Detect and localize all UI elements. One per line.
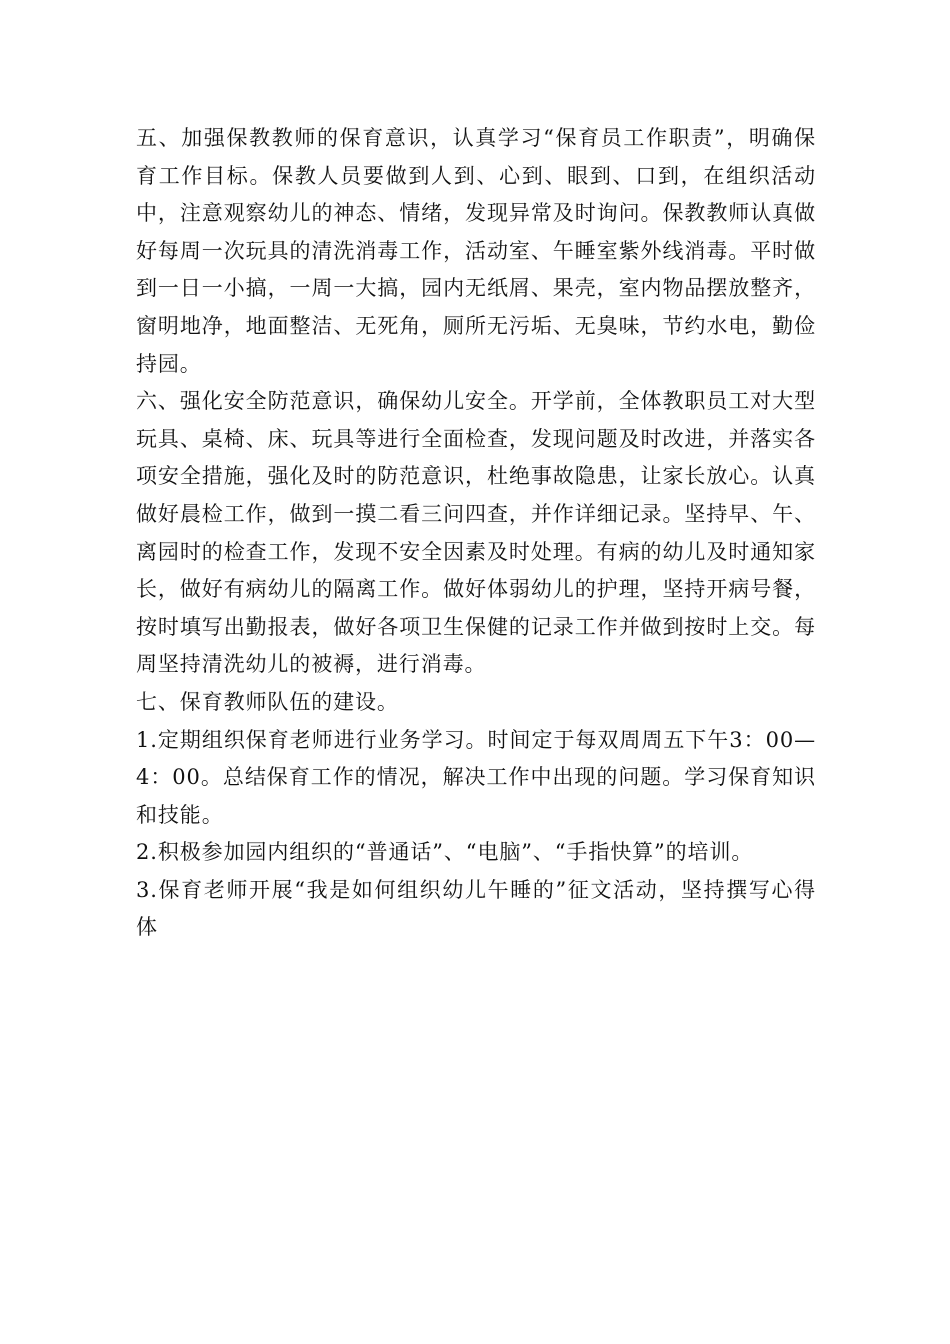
paragraph-section-7-heading: 七、保育教师队伍的建设。 [136,689,399,714]
paragraph-section-5: 五、加强保教教师的保育意识，认真学习“保育员工作职责”，明确保育工作目标。保教人员要做到人到、心到、眼到、口到，在组织活动中，注意观察幼儿的神态、情绪，发现异常及时询问。保教教师认真做好每周一次玩具的清洗消毒工作，活动室、午睡室紫外线消毒。平时做到一日一小搞，一周一大搞，园内无纸屑、果壳，室内物品摆放整齐，窗明地净，地面整洁、无死角，厕所无污垢、无臭味，节约水电，勤俭持园。 [136,126,816,376]
document-body [136,120,816,947]
paragraph-item-3: 3.保育老师开展“我是如何组织幼儿午睡的”征文活动，坚持撰写心得体 [136,877,816,940]
paragraph-item-2: 2.积极参加园内组织的“普通话”、“电脑”、“手指快算”的培训。 [136,840,754,865]
paragraph-section-6: 六、强化安全防范意识，确保幼儿安全。开学前，全体教职员工对大型玩具、桌椅、床、玩具等进行全面检查，发现问题及时改进，并落实各项安全措施，强化及时的防范意识，杜绝事故隐患，让家长放心。认真做好晨检工作，做到一摸二看三问四查，并作详细记录。坚持早、午、离园时的检查工作，发现不安全因素及时处理。有病的幼儿及时通知家长，做好有病幼儿的隔离工作。做好体弱幼儿的护理，坚持开病号餐，按时填写出勤报表，做好各项卫生保健的记录工作并做到按时上交。每周坚持清洗幼儿的被褥，进行消毒。 [136,389,816,677]
paragraph-item-1: 1.定期组织保育老师进行业务学习。时间定于每双周周五下午3：00—4：00。总结保育工作的情况，解决工作中出现的问题。学习保育知识和技能。 [136,727,816,827]
